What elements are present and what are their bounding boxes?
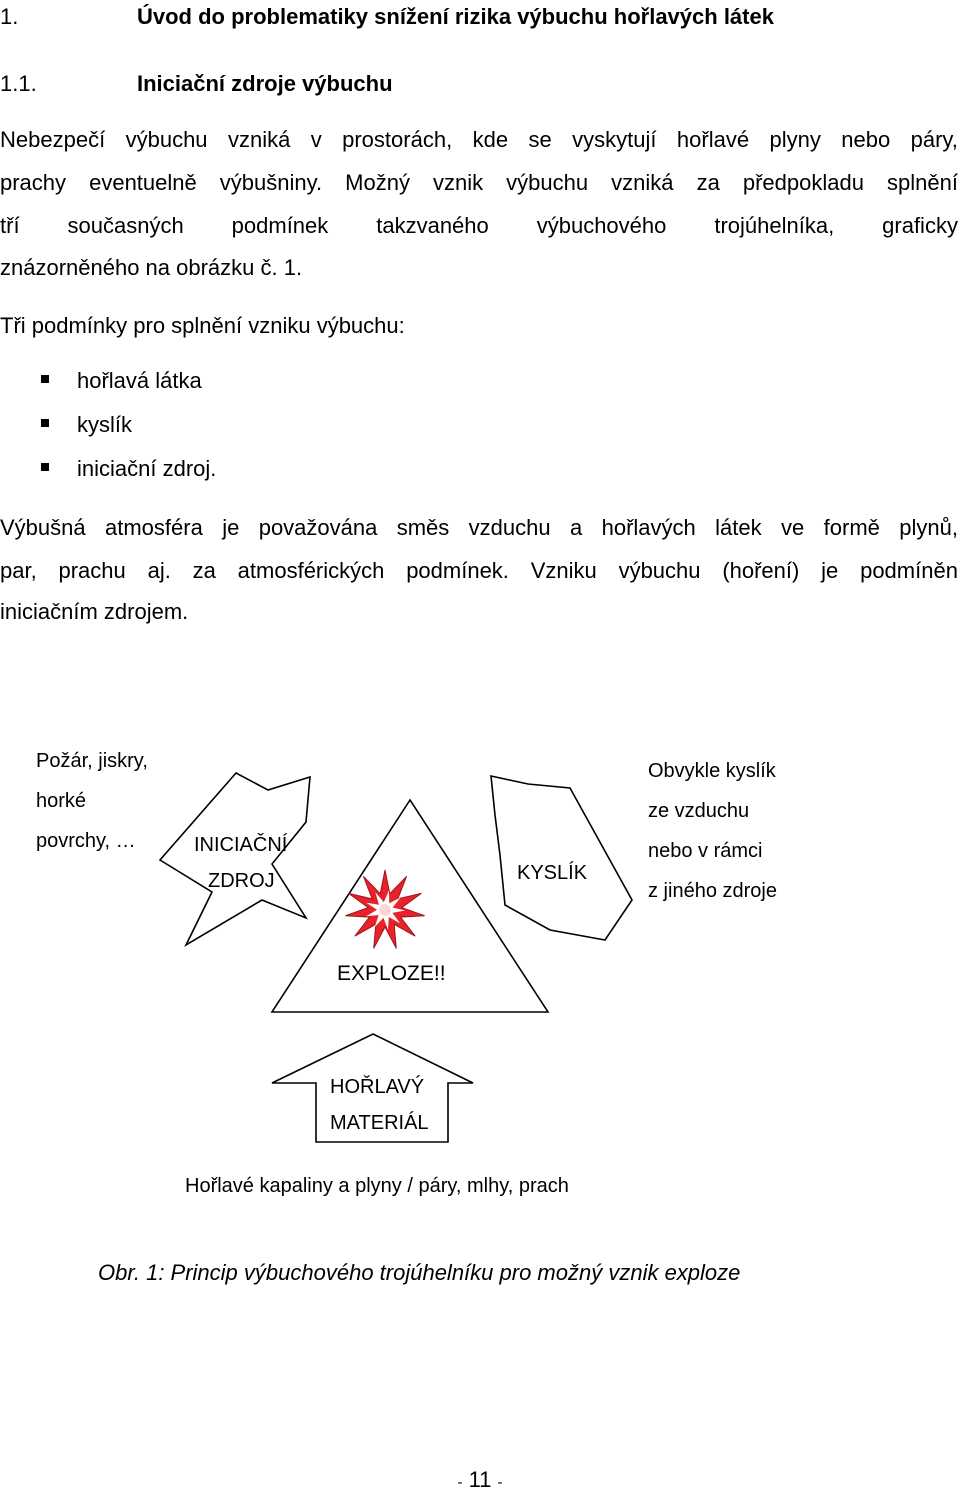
word: je <box>821 558 839 583</box>
word: páry, <box>910 127 958 152</box>
paragraph2-line3: iniciačním zdrojem. <box>0 599 189 624</box>
heading2-title: Iniciační zdroje výbuchu <box>137 71 393 96</box>
figure-caption: Obr. 1: Princip výbuchového trojúhelníku pro možný vznik exploze <box>98 1260 741 1285</box>
list-item: kyslík <box>77 412 132 437</box>
paragraph1-line2 <box>0 170 958 196</box>
page-number <box>0 1467 960 1493</box>
word: Nebezpečí <box>0 127 106 152</box>
burst-core-shape <box>379 904 391 916</box>
fuel-note: Hořlavé kapaliny a plyny / páry, mlhy, prach <box>185 1175 569 1197</box>
page-number-value: 11 <box>468 1467 492 1492</box>
word: výbuchu <box>125 127 208 152</box>
word: (hoření) <box>722 558 800 583</box>
word: podmíněn <box>860 558 958 583</box>
oxygen-arrow-shape <box>491 776 632 940</box>
ignition-arrow-shape <box>160 773 310 945</box>
paragraph2-line2 <box>0 558 958 584</box>
word: aj. <box>147 558 171 583</box>
word: podmínek. <box>406 558 509 583</box>
word: takzvaného <box>376 213 489 238</box>
word: Možný <box>345 170 410 195</box>
word: kde <box>472 127 509 152</box>
word: plyny <box>769 127 821 152</box>
bullet-square-icon <box>41 463 49 471</box>
word: vznik <box>433 170 484 195</box>
word: vyskytují <box>572 127 657 152</box>
word: vzniká <box>611 170 674 195</box>
word: plynů, <box>899 515 958 540</box>
word: ve <box>781 515 805 540</box>
word: prostorách, <box>342 127 453 152</box>
heading1-number: 1. <box>0 4 19 29</box>
word: hořlavé <box>676 127 750 152</box>
oxygen-note-line: z jiného zdroje <box>648 880 777 902</box>
oxygen-arrow-label: KYSLÍK <box>517 862 588 884</box>
word: nebo <box>841 127 891 152</box>
word: současných <box>67 213 184 238</box>
word: výbuchového <box>536 213 667 238</box>
ignition-source-note-line: povrchy, … <box>36 830 136 852</box>
page-number-dash: - <box>457 1474 463 1491</box>
word: výbuchu <box>618 558 701 583</box>
word: a <box>570 515 583 540</box>
conditions-intro: Tři podmínky pro splnění vzniku výbuchu: <box>0 313 405 338</box>
ignition-source-note-line: Požár, jiskry, <box>36 750 148 772</box>
ignition-arrow-label: ZDROJ <box>208 870 275 892</box>
bullet-square-icon <box>41 375 49 383</box>
word: za <box>696 170 720 195</box>
word: výbušniny. <box>219 170 323 195</box>
word: podmínek <box>231 213 329 238</box>
paragraph1-line1 <box>0 127 958 153</box>
fuel-arrow-label: HOŘLAVÝ <box>330 1076 425 1098</box>
heading2-number: 1.1. <box>0 71 37 96</box>
word: formě <box>823 515 880 540</box>
word: atmosféra <box>105 515 203 540</box>
paragraph1-line4: znázorněného na obrázku č. 1. <box>0 255 303 280</box>
word: Výbušná <box>0 515 86 540</box>
page-number-dash: - <box>497 1474 503 1491</box>
ignition-arrow-label: INICIAČNÍ <box>194 834 288 856</box>
word: eventuelně <box>89 170 197 195</box>
word: trojúhelníka, <box>714 213 835 238</box>
oxygen-note-line: ze vzduchu <box>648 800 750 822</box>
word: vzniká <box>227 127 291 152</box>
word: látek <box>715 515 762 540</box>
list-item: iniciační zdroj. <box>77 456 217 481</box>
word: graficky <box>882 213 958 238</box>
word: výbuchu <box>506 170 589 195</box>
word: prachy <box>0 170 67 195</box>
oxygen-note-line: Obvykle kyslík <box>648 760 776 782</box>
explosion-label: EXPLOZE!! <box>337 962 446 985</box>
word: vzduchu <box>468 515 551 540</box>
word: směs <box>396 515 450 540</box>
word: v <box>310 127 322 152</box>
word: považována <box>258 515 378 540</box>
word: se <box>528 127 552 152</box>
paragraph1-line3 <box>0 213 958 239</box>
fuel-arrow-label: MATERIÁL <box>330 1112 429 1134</box>
word: tří <box>0 213 20 238</box>
ignition-source-note-line: horké <box>36 790 87 812</box>
explosion-triangle-figure <box>0 740 960 1160</box>
word: Vzniku <box>530 558 597 583</box>
word: předpokladu <box>742 170 864 195</box>
word: je <box>222 515 240 540</box>
oxygen-note-line: nebo v rámci <box>648 840 763 862</box>
heading1-title: Úvod do problematiky snížení rizika výbuchu hořlavých látek <box>137 4 774 29</box>
word: hořlavých <box>601 515 696 540</box>
list-item: hořlavá látka <box>77 368 202 393</box>
paragraph2-line1 <box>0 515 958 541</box>
bullet-square-icon <box>41 419 49 427</box>
word: splnění <box>887 170 958 195</box>
word: par, <box>0 558 37 583</box>
word: atmosférických <box>237 558 385 583</box>
word: za <box>192 558 216 583</box>
word: prachu <box>58 558 126 583</box>
